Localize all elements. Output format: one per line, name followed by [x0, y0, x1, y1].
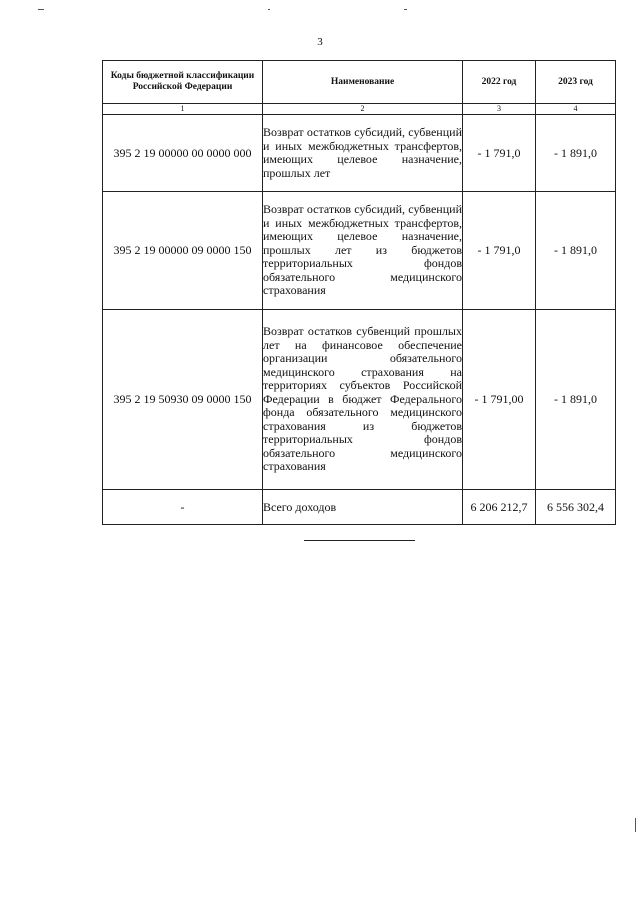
amount-2022: - 1 791,0	[463, 192, 536, 310]
column-number: 2	[263, 104, 463, 115]
amount-2023: - 1 891,0	[536, 310, 616, 490]
total-row	[103, 490, 616, 525]
scan-speck	[38, 9, 44, 10]
revenue-name-cell	[263, 115, 463, 192]
scan-speck	[268, 9, 270, 10]
table-row	[103, 115, 616, 192]
header-year-2023: 2023 год	[536, 61, 616, 104]
column-number: 4	[536, 104, 616, 115]
revenue-name: Возврат остатков субсидий, субвенций и иных межбюджетных трансфертов, имеющих целевое назначение, прошлых лет из бюджетов территориальных фондов обязательного медицинского страхования	[263, 202, 462, 298]
budget-revenue-table	[102, 60, 616, 525]
revenue-name-cell	[263, 192, 463, 310]
column-number: 3	[463, 104, 536, 115]
total-2022: 6 206 212,7	[463, 490, 536, 525]
revenue-name: Возврат остатков субсидий, субвенций и иных межбюджетных трансфертов, имеющих целевое назначение, прошлых лет	[263, 125, 462, 180]
table-row	[103, 192, 616, 310]
amount-2022: - 1 791,0	[463, 115, 536, 192]
page-number: 3	[317, 36, 323, 48]
header-name: Наименование	[263, 61, 463, 104]
end-separator-line	[304, 540, 415, 541]
total-2023: 6 556 302,4	[536, 490, 616, 525]
budget-code: 395 2 19 00000 09 0000 150	[103, 192, 263, 310]
scan-speck	[404, 9, 407, 10]
amount-2023: - 1 891,0	[536, 115, 616, 192]
amount-2022: - 1 791,00	[463, 310, 536, 490]
column-number-row	[103, 104, 616, 115]
revenue-name: Возврат остатков субвенций прошлых лет на финансовое обеспечение организации обязательного медицинского страхования на территориях субъектов Российской Федерации в бюджет Федерального фонда обязательного медицинского страхования из бюджетов территориальных фондов обязательного медицинского страхования	[263, 324, 462, 474]
amount-2023: - 1 891,0	[536, 192, 616, 310]
header-year-2022: 2022 год	[463, 61, 536, 104]
table-header-row	[103, 61, 616, 104]
header-budget-codes: Коды бюджетной классификации Российской Федерации	[103, 61, 263, 104]
column-number: 1	[103, 104, 263, 115]
total-label: Всего доходов	[263, 490, 463, 525]
budget-code: 395 2 19 50930 09 0000 150	[103, 310, 263, 490]
revenue-name-cell	[263, 310, 463, 490]
scan-speck	[635, 818, 636, 832]
table-row	[103, 310, 616, 490]
budget-code: 395 2 19 00000 00 0000 000	[103, 115, 263, 192]
total-code: -	[103, 490, 263, 525]
